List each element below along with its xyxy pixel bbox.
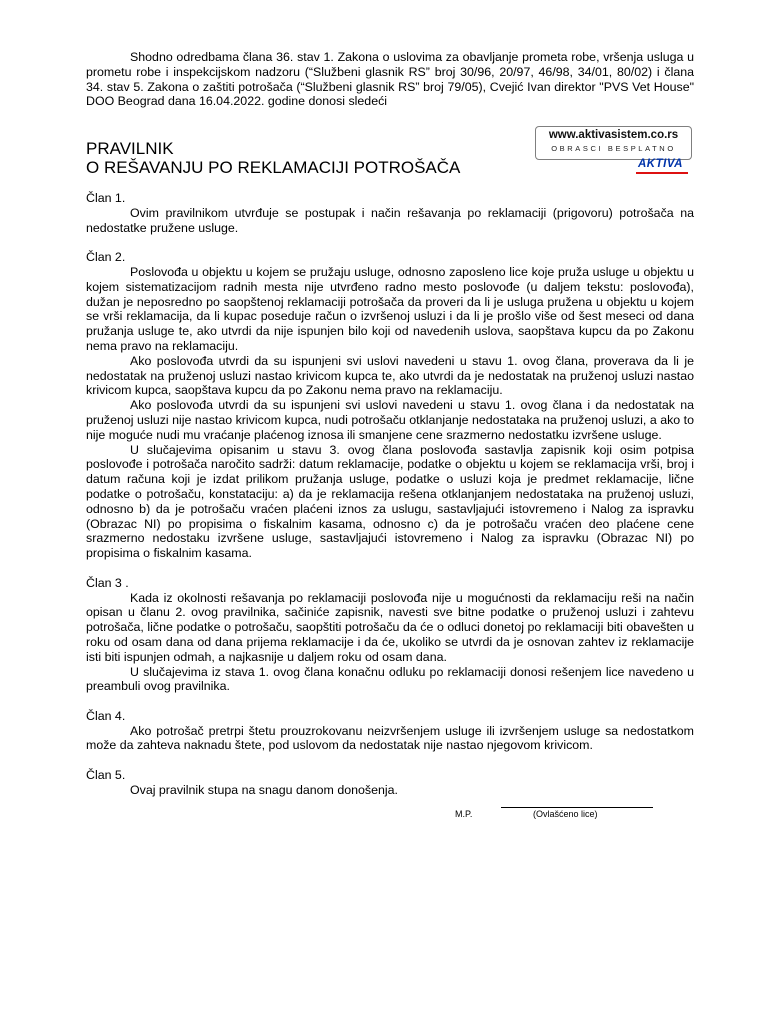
signature-line (501, 807, 653, 808)
aktiva-stamp (535, 126, 692, 160)
article-heading: Član 3 . (86, 575, 129, 590)
article-paragraph: Ako potrošač pretrpi štetu prouzrokovanu neizvršenjem usluge ili izvršenjem usluge sa nedostatkom može da zahteva naknadu štete, pod uslovom da nedostatak nije nastao njegovom krivicom. (86, 723, 694, 753)
seal-label: M.P. (455, 809, 473, 819)
article-heading: Član 4. (86, 708, 126, 723)
article-paragraph: Poslovođa u objektu u kojem se pružaju usluge, odnosno zaposleno lice koje pruža usluge u objektu u kojem sistematizacijom radnih mesta nije utvrđeno radno mesto poslovođe (u daljem tekstu: poslovođa), dužan je neposredno po saopštenoj reklamaciji potrošača da proveri da li je usluga pružena u objektu u kojem se vrši reklamacija, da li kupac poseduje račun o izvršenoj usluzi i da li je prošlo više od šest meseci od dana pružanja usluge te, ako utvrdi da nije ispunjen bilo koji od navedenih uslova, saopštava kupcu da po Zakonu nema pravo na reklamaciju. (86, 264, 694, 353)
article-paragraph: Kada iz okolnosti rešavanja po reklamaciji poslovođa nije u mogućnosti da reklamaciju reši na način opisan u članu 2. ovog pravilnika, sačiniće zapisnik, navesti sve bitne podatke o pruženoj usluzi i zahtevu potrošača, lične podatke o potrošaču, saopštiti potrošaču da će o odluci donetoj po reklamaciji biti obavešten u roku od osam dana od dana prijema reklamacije i da će, ukoliko se utvrdi da je osnovan zahtev iz reklamacije isti biti ispunjen odmah, a najkasnije u daljem roku od osam dana. (86, 590, 694, 664)
article-gap (86, 753, 694, 768)
preamble (86, 50, 694, 109)
article-gap (86, 694, 694, 709)
article-heading: Član 1. (86, 191, 126, 205)
logo-underline (636, 172, 688, 174)
article-paragraph: U slučajevima iz stava 1. ovog člana konačnu odluku po reklamaciji donosi rešenjem lice navedeno u preambuli ovog pravilnika. (86, 664, 694, 694)
article-gap (86, 561, 694, 576)
stamp-subtitle: OBRASCI BESPLATNO (551, 144, 676, 153)
article-paragraph: Ako poslovođa utvrdi da su ispunjeni svi uslovi navedeni u stavu 1. ovog člana, proverava da li je nedostatak na pruženoj usluzi nastao krivicom kupca te, ako utvrdi da je nedostatak na pruženoj usluzi nastao krivicom kupca, saopštava kupcu da po Zakonu nema pravo na reklamaciju. (86, 353, 694, 398)
stamp-url: www.aktivasistem.co.rs (548, 129, 679, 141)
title-line-1: PRAVILNIK (86, 139, 174, 158)
article-paragraph: Ovim pravilnikom utvrđuje se postupak i način rešavanja po reklamaciji (prigovoru) potrošača na nedostatke pružene usluge. (86, 205, 694, 235)
article-paragraph: Ovaj pravilnik stupa na snagu danom donošenja. (130, 782, 398, 797)
document-title (86, 139, 460, 177)
article-heading: Član 5. (86, 768, 126, 783)
article-gap (86, 235, 694, 250)
aktiva-logo: AKTIVA (638, 158, 683, 170)
preamble-text: Shodno odredbama člana 36. stav 1. Zakona o uslovima za obavljanje prometa robe, vršenja usluga u prometu robe i inspekcijskom nadzoru (“Službeni glasnik RS” broj 30/96, 20/97, 46/98, 34/01, 80/02) i člana 34. stav 5. Zakona o zaštiti potrošača (“Službeni glasnik RS” broj 79/05), Cvejić Ivan direktor "PVS Vet House" DOO Beograd dana 16.04.2022. godine donosi sledeći (86, 50, 694, 109)
authorized-person-label: (Ovlašćeno lice) (533, 809, 598, 819)
article-paragraph: Ako poslovođa utvrdi da su ispunjeni svi uslovi navedeni u stavu 1. ovog člana i da nedostatak na pruženoj usluzi nije nastao krivicom kupca, nudi potrošaču otklanjanje nedostataka na pruženoj usluzi, a ako to nije moguće nudi mu vraćanje plaćenog iznosa ili smanjene cene srazmerno nedostatku izvršene usluge. (86, 398, 694, 442)
article-heading: Član 2. (86, 250, 126, 265)
title-line-2: O REŠAVANJU PO REKLAMACIJI POTROŠAČA (86, 158, 461, 177)
article-paragraph: U slučajevima opisanim u stavu 3. ovog člana poslovođa sastavlja zapisnik koji osim potpisa poslovođe i potrošača naročito sadrži: datum reklamacije, podatke o objektu u kojem se reklamacija vrši, broj i datum računa koji je izdat prilikom pružanja usluge, podatke o usluzi koja je predmet reklamacije, lične podatke o potrošaču, konstataciju: a) da je reklamacija rešena otklanjanjem nedostataka na pruženoj usluzi, odnosno b) da je potrošaču vraćen plaćeni iznos za uslugu, sastavljajući istovremeno i Nalog za ispravku (Obrazac NI) po propisima o fiskalnim kasama, odnosno c) da je potrošaču vraćen deo plaćene cene srazmerno nedostaku izvršene usluge, sastavljajući istovremeno i Nalog za ispravku (Obrazac NI) po propisima o fiskalnim kasama. (86, 442, 694, 561)
articles-body (86, 191, 694, 798)
